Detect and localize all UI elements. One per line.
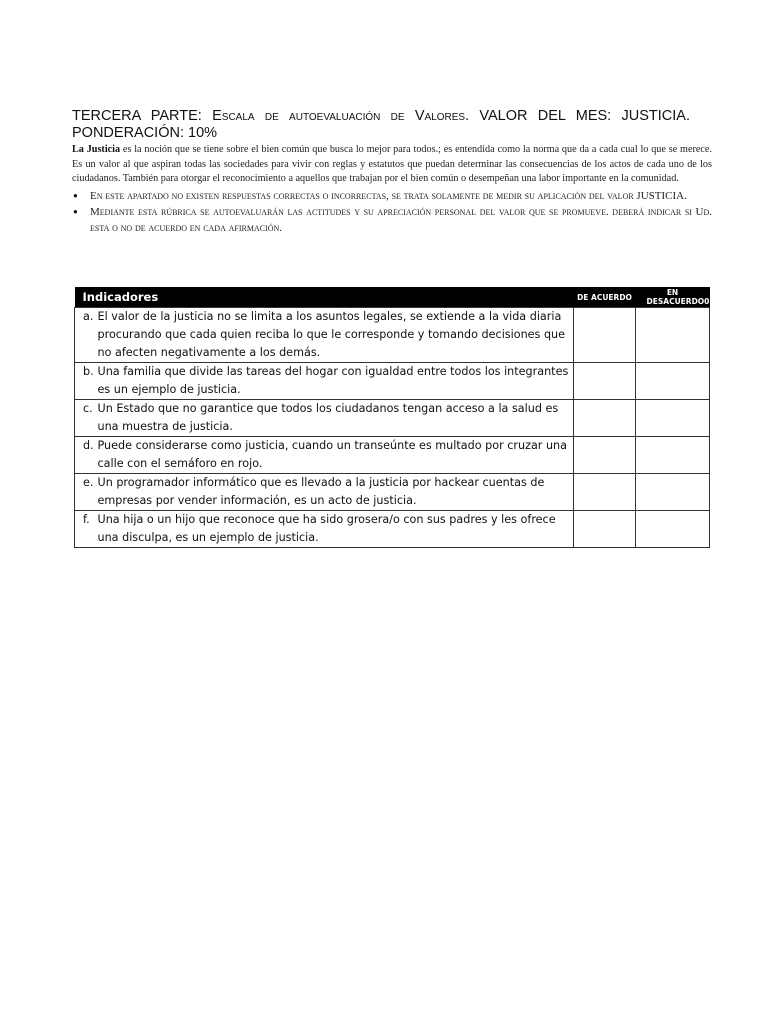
instruction-item: ● En este apartado no existen respuestas correctas o incorrectas, se trata solamente de medir su aplicación del valor JUSTICIA. (72, 188, 712, 204)
agree-cell[interactable] (574, 511, 636, 548)
intro-term: La Justicia (72, 144, 121, 155)
row-letter: e. (75, 474, 98, 511)
row-text: Un Estado que no garantice que todos los ciudadanos tengan acceso a la salud es una muestra de justicia. (98, 400, 574, 437)
instruction-item: ● Mediante esta rúbrica se autoevaluarán las actitudes y su apreciación personal del valor que se promueve. deberá indicar si Ud. esta o no de acuerdo en cada afirmación. (72, 204, 712, 236)
disagree-cell[interactable] (636, 474, 710, 511)
agree-cell[interactable] (574, 363, 636, 400)
header-disagree-label: EN DESACUERDO0 (646, 288, 710, 306)
table-row (75, 474, 710, 511)
row-letter: a. (75, 308, 98, 363)
row-text: Puede considerarse como justicia, cuando un transeúnte es multado por cruzar una calle con el semáforo en rojo. (98, 437, 574, 474)
agree-cell[interactable] (574, 308, 636, 363)
header-disagree (636, 287, 710, 308)
row-letter: c. (75, 400, 98, 437)
table-row (75, 511, 710, 548)
section-heading (72, 108, 712, 142)
disagree-cell[interactable] (636, 363, 710, 400)
intro-text: es la noción que se tiene sobre el bien común que busca lo mejor para todos.; es entendida como la norma que da a cada cual lo que se merece. Es un valor al que aspiran todas las sociedades para vivir con reglas y estatutos que puedan determinar las consecuencias de los actos de cada uno de los ciudadanos. También para otorgar el reconocimiento a aquellos que trabajan por el bien común o desempeñan una labor importante en la comunidad. (72, 144, 712, 185)
agree-cell[interactable] (574, 437, 636, 474)
table-header-row (75, 287, 710, 308)
row-text: Una familia que divide las tareas del hogar con igualdad entre todos los integrantes es un ejemplo de justicia. (98, 363, 574, 400)
agree-cell[interactable] (574, 474, 636, 511)
table-row (75, 308, 710, 363)
instructions-list (72, 188, 712, 236)
row-text: Un programador informático que es llevado a la justicia por hackear cuentas de empresas por vender información, es un acto de justicia. (98, 474, 574, 511)
weight-label: PONDERACIÓN: 10% (72, 125, 218, 141)
row-letter: b. (75, 363, 98, 400)
value-label: . VALOR DEL MES: JUSTICIA. (465, 108, 690, 124)
part-label: TERCERA PARTE: (72, 108, 202, 124)
row-text: Una hija o un hijo que reconoce que ha sido grosera/o con sus padres y les ofrece una disculpa, es un ejemplo de justicia. (98, 511, 574, 548)
disagree-cell[interactable] (636, 437, 710, 474)
intro-paragraph (72, 143, 712, 187)
disagree-cell[interactable] (636, 400, 710, 437)
header-agree: DE ACUERDO (574, 287, 636, 308)
row-letter: d. (75, 437, 98, 474)
document-content (72, 108, 712, 236)
table-row (75, 437, 710, 474)
scale-label: Escala de autoevaluación de Valores (212, 108, 466, 124)
table-row (75, 363, 710, 400)
indicators-table (74, 287, 710, 548)
row-letter: f. (75, 511, 98, 548)
disagree-cell[interactable] (636, 511, 710, 548)
table-row (75, 400, 710, 437)
header-indicators: Indicadores (75, 287, 574, 308)
disagree-cell[interactable] (636, 308, 710, 363)
row-text: El valor de la justicia no se limita a los asuntos legales, se extiende a la vida diaria procurando que cada quien reciba lo que le corresponde y tomando decisiones que no afecten negativamente a los demás. (98, 308, 574, 363)
agree-cell[interactable] (574, 400, 636, 437)
